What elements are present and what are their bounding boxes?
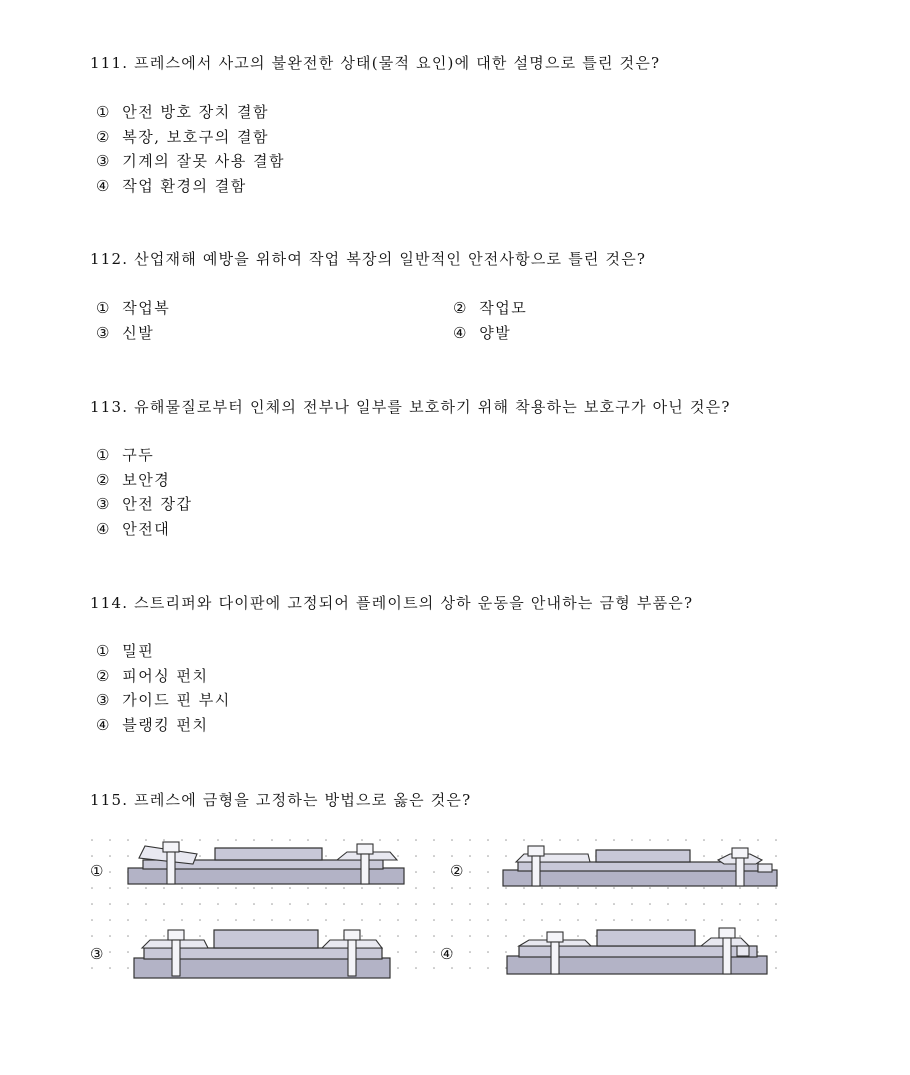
option-text: 기계의 잘못 사용 결함: [122, 152, 285, 170]
option[interactable]: [453, 322, 511, 343]
question-115-title: 115. 프레스에 금형을 고정하는 방법으로 옳은 것은?: [90, 791, 472, 809]
option-text: 안전 방호 장치 결함: [122, 103, 270, 121]
option[interactable]: [96, 714, 209, 735]
figure-number[interactable]: ①: [90, 862, 104, 880]
option-text: 작업 환경의 결함: [122, 177, 247, 195]
figure-number[interactable]: ④: [440, 945, 454, 963]
question-111-title: 111. 프레스에서 사고의 불완전한 상태(물적 요인)에 대한 설명으로 틀린 것은?: [90, 54, 661, 72]
option[interactable]: [96, 665, 209, 686]
option-number: ③: [96, 152, 111, 170]
option[interactable]: [96, 640, 154, 661]
option[interactable]: [96, 493, 193, 514]
option-number: ④: [96, 716, 111, 734]
option-text: 작업복: [122, 299, 171, 317]
option-text: 안전대: [122, 520, 171, 538]
option[interactable]: [96, 469, 170, 490]
option-text: 가이드 핀 부시: [122, 691, 231, 709]
option[interactable]: [96, 297, 170, 318]
option-text: 복장, 보호구의 결함: [122, 128, 270, 146]
option-text: 구두: [122, 446, 155, 464]
option[interactable]: [96, 101, 269, 122]
option-text: 피어싱 펀치: [122, 667, 209, 685]
question-114-title: 114. 스트리퍼와 다이판에 고정되어 플레이트의 상하 운동을 안내하는 금형 부품은?: [90, 594, 694, 612]
option[interactable]: [96, 150, 285, 171]
figure-number[interactable]: ②: [450, 862, 464, 880]
option-text: 양발: [479, 324, 512, 342]
die-clamp-figure-2[interactable]: [500, 840, 780, 890]
option[interactable]: [96, 175, 247, 196]
option-number: ②: [96, 128, 111, 146]
option-text: 밀핀: [122, 642, 155, 660]
option-text: 신발: [122, 324, 155, 342]
option-number: ②: [453, 299, 468, 317]
question-113-title: 113. 유해물질로부터 인체의 전부나 일부를 보호하기 위해 착용하는 보호구가 아닌 것은?: [90, 398, 731, 416]
option-number: ①: [96, 103, 111, 121]
option-number: ①: [96, 446, 111, 464]
option-number: ①: [96, 299, 111, 317]
option-text: 보안경: [122, 471, 171, 489]
question-112-title: 112. 산업재해 예방을 위하여 작업 복장의 일반적인 안전사항으로 틀린 것은?: [90, 250, 647, 268]
option-text: 작업모: [479, 299, 528, 317]
option-text: 블랭킹 펀치: [122, 716, 209, 734]
option-number: ④: [96, 177, 111, 195]
die-clamp-figure-1[interactable]: [125, 838, 410, 890]
option-number: ④: [96, 520, 111, 538]
option-number: ④: [453, 324, 468, 342]
figure-number[interactable]: ③: [90, 945, 104, 963]
option-number: ③: [96, 691, 111, 709]
option[interactable]: [96, 689, 231, 710]
option[interactable]: [96, 518, 170, 539]
option-number: ①: [96, 642, 111, 660]
option[interactable]: [453, 297, 527, 318]
option-number: ②: [96, 471, 111, 489]
option-text: 안전 장갑: [122, 495, 193, 513]
die-clamp-figure-3[interactable]: [128, 920, 396, 980]
option-number: ③: [96, 324, 111, 342]
option[interactable]: [96, 444, 154, 465]
die-clamp-figure-4[interactable]: [505, 924, 770, 976]
option-number: ②: [96, 667, 111, 685]
option[interactable]: [96, 322, 154, 343]
option-number: ③: [96, 495, 111, 513]
option[interactable]: [96, 126, 269, 147]
